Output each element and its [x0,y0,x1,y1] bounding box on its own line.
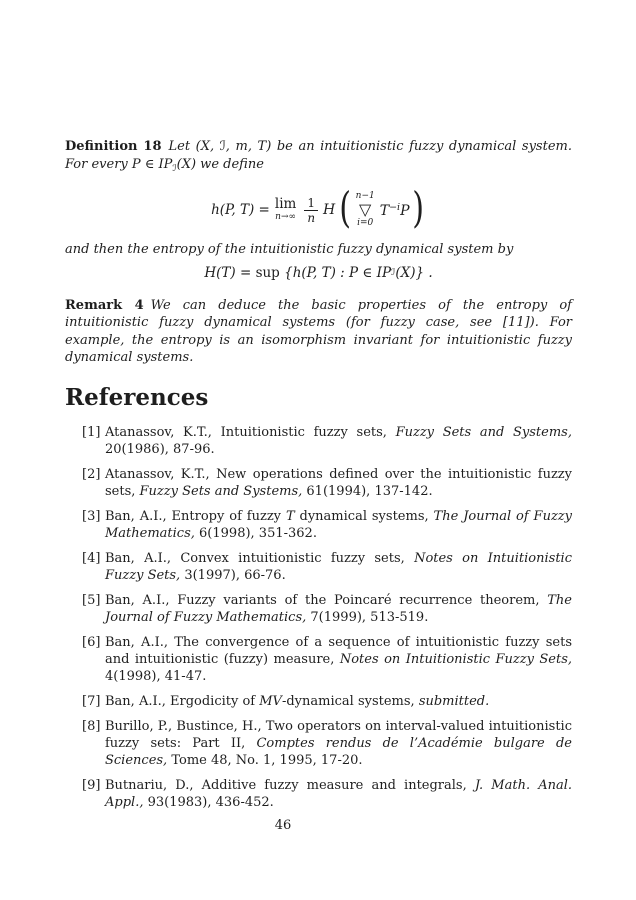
page-number: 46 [274,818,292,833]
lim-subscript: n→∞ [275,211,297,222]
reference-text: Atanassov, K.T., New operations defined over the intuitionistic fuzzy sets, [105,466,572,499]
reference-number: [7] [82,693,101,709]
limit-operator [275,198,296,222]
reference-text: Tome 48, No. 1, 1995, 17-20. [167,752,363,768]
iterate-term [380,202,410,219]
sup-formula-end: (X)} . [395,264,433,281]
entropy-function-symbol: H [323,202,336,218]
open-paren: ( [339,183,352,232]
reference-number: [6] [82,634,101,650]
reference-item [65,693,572,710]
reference-italic-text: The Journal of Fuzzy Mathematics, [105,508,572,541]
reference-number: [4] [82,550,101,566]
reference-number: [3] [82,508,101,524]
reference-text: Ban, A.I., Ergodicity of [105,693,260,709]
remark-paragraph [65,297,572,367]
reference-item [65,466,572,500]
definition-body-end: (X) we define [176,156,264,172]
reference-text: 7(1999), 513-519. [306,609,429,625]
definition-label: Definition 18 [65,139,162,154]
reference-text: 4(1998), 41-47. [105,668,207,684]
reference-italic-text: The Journal of Fuzzy Mathematics, [105,592,572,625]
close-paren: ) [411,183,424,232]
sup-formula-lhs: H(T) = [204,264,252,281]
reference-item [65,550,572,584]
nabla-triangle-icon: ▽ [359,200,372,219]
calligraphic-i-subscript: ℐ [391,267,396,278]
entropy-intro-line: and then the entropy of the intuitionistic fuzzy dynamical system by [65,242,514,257]
reference-text: Ban, A.I., Convex intuitionistic fuzzy sets, [105,550,415,566]
reference-number: [9] [82,777,101,793]
nabla-upper-limit: n−1 [355,191,375,201]
reference-number: [5] [82,592,101,608]
reference-item [65,718,572,769]
definition-paragraph [65,138,572,178]
reference-italic-text: J. Math. Anal. Appl., [105,777,572,810]
transformation-symbol: T [379,202,390,219]
fraction-numerator: 1 [307,195,315,210]
reference-item [65,777,572,811]
fraction-one-over-n [304,197,318,224]
remark-label: Remark 4 [65,297,144,313]
nabla-lower-limit: i=0 [357,218,374,228]
formula-entropy-rate [65,183,572,234]
reference-text: Ban, A.I., The convergence of a sequence of intuitionistic fuzzy sets and intuitionistic (fuzzy) measure, [105,634,572,667]
reference-italic-text: Fuzzy Sets and Systems, [395,424,572,440]
reference-text: 61(1994), 137-142. [302,483,433,499]
iterate-exponent: −i [389,201,401,213]
reference-italic-text: submitted. [418,693,490,709]
lim-text: lim [274,196,297,213]
reference-text: Ban, A.I., Entropy of fuzzy [105,508,286,524]
reference-italic-text: Notes on Intuitionistic Fuzzy Sets, [105,550,572,583]
definition-body: Let (X, ℐ, m, T) be an intuitionistic fuzzy dynamical system. For every P ∈ IP [65,139,572,172]
partition-symbol: P [400,202,410,219]
reference-italic-text: Notes on Intuitionistic Fuzzy Sets, [339,651,573,667]
reference-text: -dynamical systems, [281,693,419,709]
reference-text: Burillo, P., Bustince, H., Two operators on interval-valued intuitionistic fuzzy sets: Part II, [105,718,572,751]
reference-italic-text: Fuzzy Sets and Systems, [139,483,303,499]
reference-number: [1] [82,424,101,440]
reference-italic-text: T [285,508,295,524]
reference-text: Ban, A.I., Fuzzy variants of the Poincaré recurrence theorem, [105,592,548,608]
formula-lhs: h(P, T) = [211,202,270,218]
remark-body: We can deduce the basic properties of the entropy of intuitionistic fuzzy dynamical systems (for fuzzy case, see [11]). For example, the entropy is an isomorphism invariant for intuitionistic fuzzy dynamical systems. [65,297,572,365]
reference-text: 93(1983), 436-452. [143,794,274,810]
reference-item [65,634,572,685]
reference-number: [2] [82,466,101,482]
reference-text: 3(1997), 66-76. [180,567,286,583]
fraction-denominator: n [304,210,318,224]
reference-text: Atanassov, K.T., Intuitionistic fuzzy sets, [105,424,396,440]
calligraphic-i-subscript: ℐ [172,163,177,174]
references-list [65,424,572,811]
reference-italic-text: MV [259,693,282,709]
reference-italic-text: Comptes rendus de l’Académie bulgare de Sciences, [105,735,572,768]
page-content [65,138,572,819]
reference-item [65,592,572,626]
nabla-operator [356,192,375,228]
sup-formula-body: {h(P, T) : P ∈ IP [284,264,392,281]
reference-text: dynamical systems, [294,508,434,524]
reference-number: [8] [82,718,101,734]
formula-entropy-sup [65,262,572,284]
reference-text: 6(1998), 351-362. [194,525,317,541]
references-heading: References [65,383,209,411]
reference-item [65,424,572,458]
reference-text: Butnariu, D., Additive fuzzy measure and integrals, [105,777,475,793]
reference-item [65,508,572,542]
reference-text: 20(1986), 87-96. [105,441,215,457]
sup-operator: sup [255,264,280,281]
